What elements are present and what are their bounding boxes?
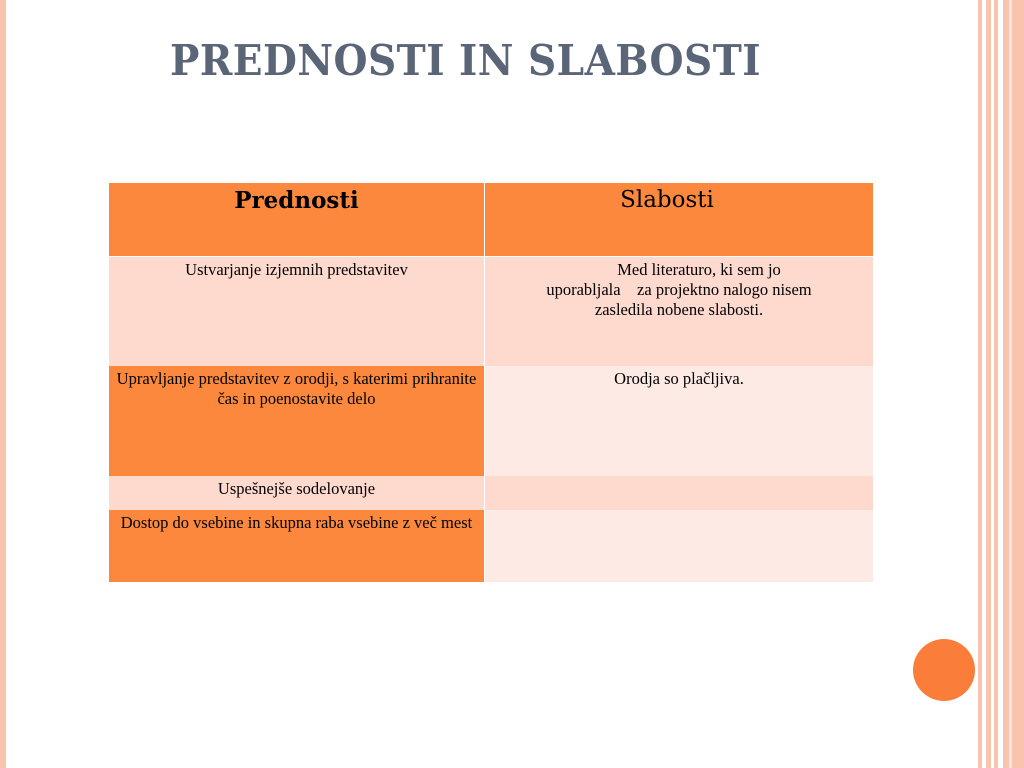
left-decorative-bar [0,0,6,768]
right-decorative-stripe [1009,0,1012,768]
con-1-line-1: Med literaturo, ki sem jo [617,260,781,279]
con-1-line-3: zasledila nobene slabosti. [594,300,764,319]
table-cell-con-2: Orodja so plačljiva. [485,366,873,476]
con-1-line-2: uporabljala za projektno nalogo nisem [546,280,812,299]
table-cell-con-4 [485,510,873,582]
decorative-circle [913,639,975,701]
slide-title: PREDNOSTI IN SLABOSTI [170,36,761,85]
right-decorative-stripe [1003,0,1024,768]
table-cell-pro-3: Uspešnejše sodelovanje [109,476,485,510]
header-prednosti: Prednosti [109,183,485,256]
pros-cons-table [109,183,873,582]
table-cell-con-1 [485,256,873,366]
table-cell-pro-4: Dostop do vsebine in skupna raba vsebine z več mest [109,510,485,582]
right-decorative-stripe [978,0,982,768]
right-decorative-stripe [994,0,998,768]
header-slabosti: Slabosti [485,183,873,256]
table-cell-pro-1: Ustvarjanje izjemnih predstavitev [109,256,485,366]
table-cell-con-3 [485,476,873,510]
right-decorative-stripe [986,0,991,768]
table-cell-pro-2: Upravljanje predstavitev z orodji, s katerimi prihranite čas in poenostavite delo [109,366,485,476]
